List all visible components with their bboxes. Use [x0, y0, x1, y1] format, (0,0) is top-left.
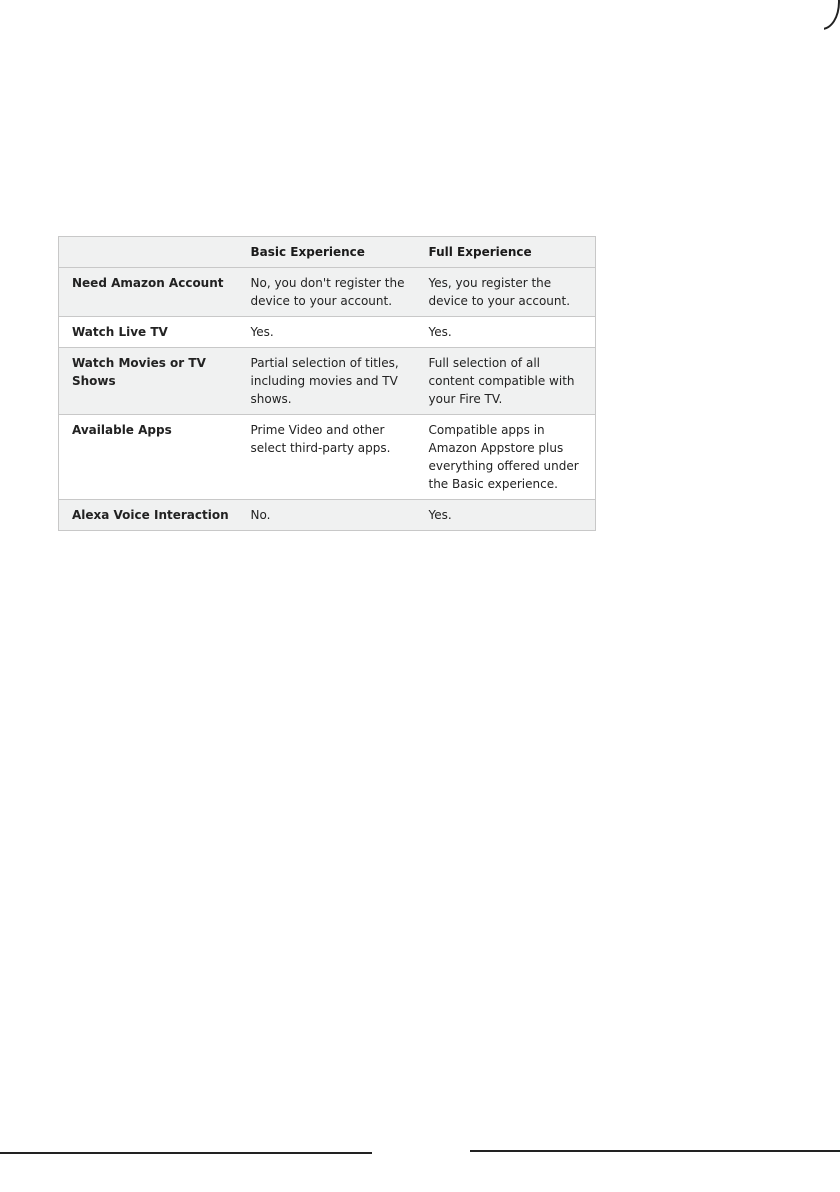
row-feature: Alexa Voice Interaction [59, 500, 238, 531]
row-feature: Watch Live TV [59, 317, 238, 348]
footer-rule-left [0, 1152, 372, 1154]
row-basic: Partial selection of titles, including movies and TV shows. [238, 348, 416, 415]
table-row [59, 415, 596, 500]
row-full: Yes, you register the device to your account. [416, 268, 596, 317]
row-full: Compatible apps in Amazon Appstore plus everything offered under the Basic experience. [416, 415, 596, 500]
row-basic: Prime Video and other select third-party apps. [238, 415, 416, 500]
row-feature: Need Amazon Account [59, 268, 238, 317]
table-row [59, 500, 596, 531]
row-full: Yes. [416, 500, 596, 531]
row-feature: Watch Movies or TV Shows [59, 348, 238, 415]
row-basic: No. [238, 500, 416, 531]
row-feature: Available Apps [59, 415, 238, 500]
row-basic: No, you don't register the device to your account. [238, 268, 416, 317]
header-feature [59, 237, 238, 268]
table-header-row [59, 237, 596, 268]
table-row [59, 317, 596, 348]
row-basic: Yes. [238, 317, 416, 348]
table-row [59, 348, 596, 415]
header-full-experience: Full Experience [416, 237, 596, 268]
experience-comparison-table [58, 236, 596, 531]
page-corner-mark [824, 0, 840, 36]
row-full: Full selection of all content compatible with your Fire TV. [416, 348, 596, 415]
header-basic-experience: Basic Experience [238, 237, 416, 268]
row-full: Yes. [416, 317, 596, 348]
footer-rule-right [470, 1150, 840, 1152]
table-row [59, 268, 596, 317]
